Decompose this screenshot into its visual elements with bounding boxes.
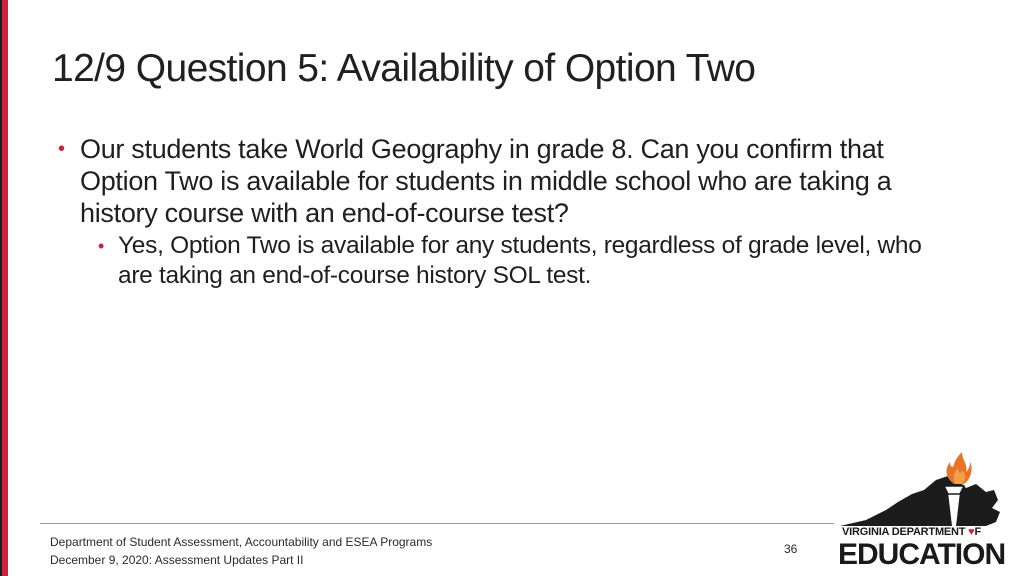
sub-bullet-marker: • xyxy=(98,236,105,256)
logo-text-education: EDUCATION xyxy=(838,538,1006,571)
slide-title: 12/9 Question 5: Availability of Option Two xyxy=(52,47,756,90)
bullet-question xyxy=(58,133,948,229)
footer-department: Department of Student Assessment, Accountability and ESEA Programs xyxy=(50,535,433,549)
footer-date: December 9, 2020: Assessment Updates Part II xyxy=(50,553,304,567)
question-text: Our students take World Geography in grade 8. Can you confirm that Option Two is available for students in middle school who are taking a history course with an end-of-course test? xyxy=(80,134,892,228)
side-accent-bar xyxy=(0,0,8,576)
page-number: 36 xyxy=(784,542,798,556)
bullet-answer xyxy=(98,231,948,291)
virginia-torch-icon xyxy=(836,450,1006,530)
logo-text-top: VIRGINIA DEPARTMENT ♥F xyxy=(842,526,982,538)
answer-text: Yes, Option Two is available for any students, regardless of grade level, who are taking an end-of-course history SOL test. xyxy=(118,232,922,289)
vdoe-logo xyxy=(836,450,1006,574)
bullet-marker: • xyxy=(58,138,65,160)
footer-divider xyxy=(40,523,834,524)
slide-content xyxy=(58,133,948,291)
